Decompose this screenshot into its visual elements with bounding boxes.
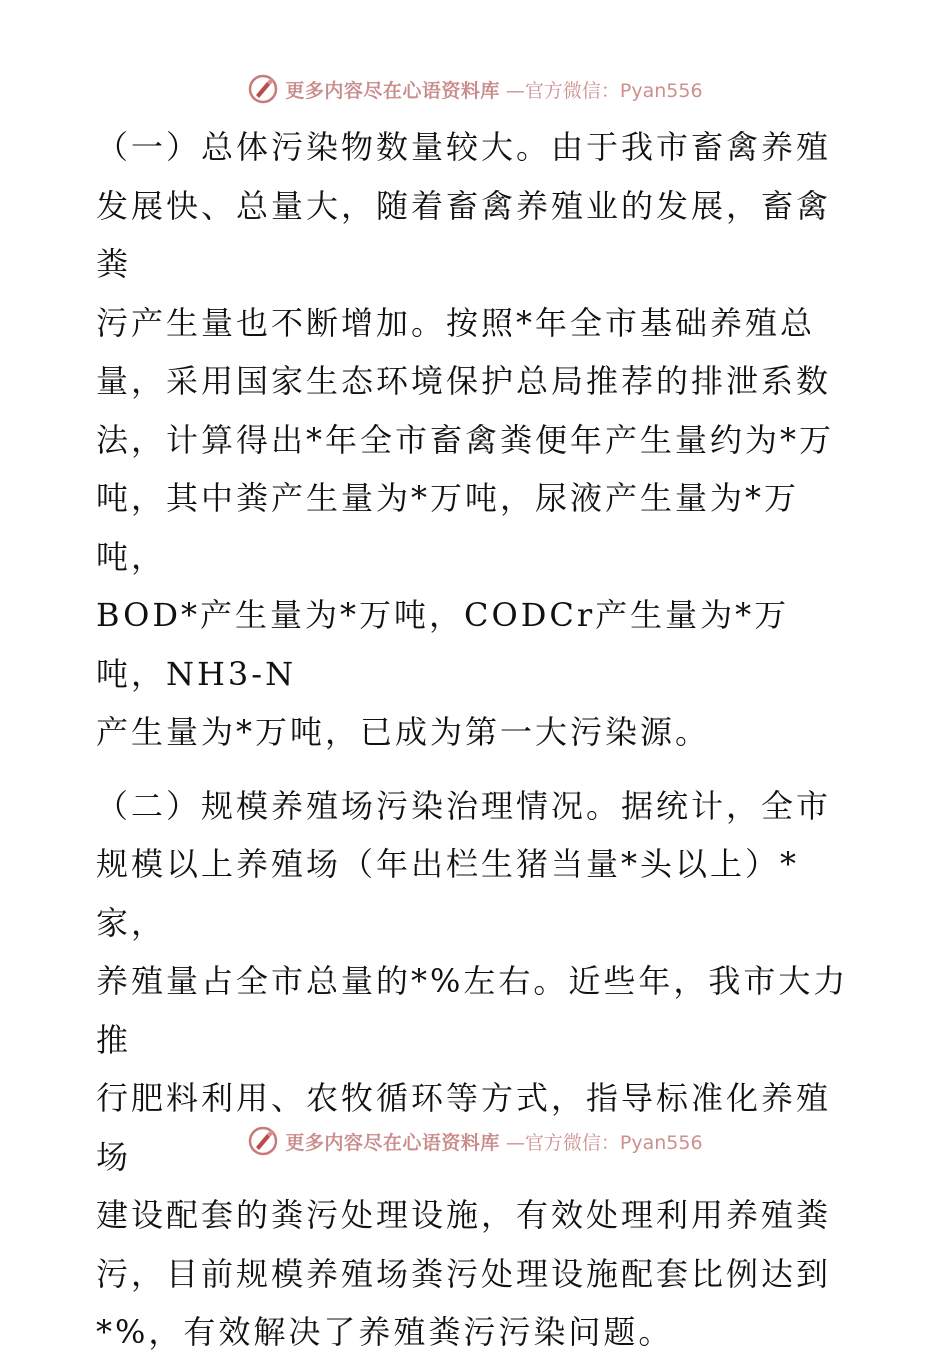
header-watermark <box>0 72 950 106</box>
text-line: *%，有效解决了养殖粪污污染问题。 <box>96 1313 674 1351</box>
text-line: 污产生量也不断增加。按照*年全市基础养殖总 <box>96 303 816 342</box>
brand-logo-icon <box>247 73 279 105</box>
watermark-contact-text: —官方微信：Pyan556 <box>505 1131 703 1154</box>
document-body <box>96 118 856 1362</box>
paragraph-2 <box>96 777 856 1362</box>
text-line: 行肥料利用、农牧循环等方式，指导标准化养殖场 <box>96 1079 832 1176</box>
text-line: 污，目前规模养殖场粪污处理设施配套比例达到 <box>96 1254 832 1293</box>
text-line: 吨，其中粪产生量为*万吨，尿液产生量为*万吨， <box>96 479 800 576</box>
text-line: 养殖量占全市总量的*%左右。近些年，我市大力推 <box>96 962 849 1059</box>
text-line: （二）规模养殖场污染治理情况。据统计，全市 <box>96 786 832 825</box>
watermark-main-text: 更多内容尽在心语资料库 <box>285 1131 500 1154</box>
text-line: （一）总体污染物数量较大。由于我市畜禽养殖 <box>96 128 832 166</box>
watermark-contact-text: —官方微信：Pyan556 <box>505 79 703 102</box>
text-line: 产生量为*万吨，已成为第一大污染源。 <box>96 713 711 751</box>
text-line: 规模以上养殖场（年出栏生猪当量*头以上）*家， <box>96 845 800 942</box>
footer-watermark <box>0 1124 950 1158</box>
text-line: BOD*产生量为*万吨，CODCr产生量为*万吨，NH3-N <box>96 596 790 693</box>
brand-logo-icon <box>247 1125 279 1157</box>
text-line: 建设配套的粪污处理设施，有效处理利用养殖粪 <box>96 1196 832 1234</box>
text-line: 量，采用国家生态环境保护总局推荐的排泄系数 <box>96 362 832 400</box>
paragraph-1 <box>96 118 856 762</box>
text-line: 发展快、总量大，随着畜禽养殖业的发展，畜禽粪 <box>96 186 832 283</box>
text-line: 法，计算得出*年全市畜禽粪便年产生量约为*万 <box>96 420 835 459</box>
watermark-main-text: 更多内容尽在心语资料库 <box>285 79 500 102</box>
